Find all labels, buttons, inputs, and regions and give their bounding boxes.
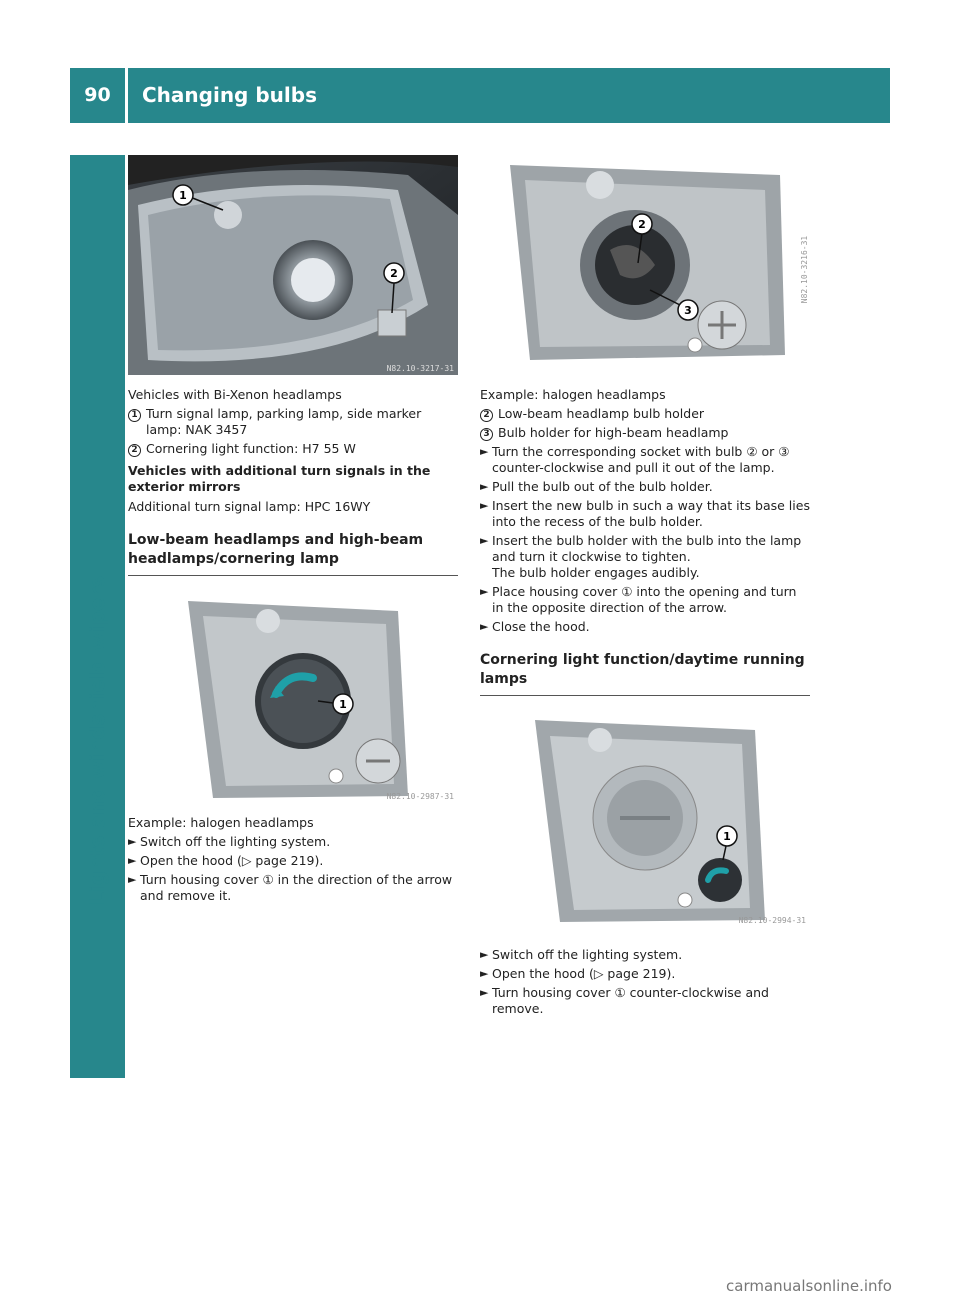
step-note: The bulb holder engages audibly. <box>492 565 700 580</box>
legend-item <box>480 425 810 441</box>
step-arrow-icon: ► <box>480 499 489 512</box>
paragraph: Additional turn signal lamp: HPC 16WY <box>128 499 371 514</box>
legend-text: Cornering light function: H7 55 W <box>146 441 356 456</box>
side-tab-label: Lights and windshield wipers <box>85 575 109 905</box>
watermark: carmanualsonline.info <box>726 1277 892 1295</box>
callout-number: 2 <box>480 409 493 422</box>
step-arrow-icon: ► <box>128 835 137 848</box>
image-caption: Vehicles with Bi-Xenon headlamps <box>128 387 342 402</box>
svg-text:1: 1 <box>339 698 347 711</box>
headlamp-cornering-illustration <box>480 708 810 933</box>
step-arrow-icon: ► <box>480 445 489 458</box>
header-divider <box>125 68 128 123</box>
callout-number: 2 <box>128 444 141 457</box>
legend-text: Low-beam headlamp bulb holder <box>498 406 705 421</box>
instruction-step: ► Turn housing cover ① in the direction of the arrow and remove it. <box>128 872 453 903</box>
svg-text:1: 1 <box>179 189 187 202</box>
legend-item <box>128 441 458 457</box>
legend-item <box>480 406 810 422</box>
image-caption: Example: halogen headlamps <box>128 815 314 830</box>
svg-text:2: 2 <box>638 218 646 231</box>
instruction-step: ► Turn housing cover ① counter-clockwise and remove. <box>480 985 769 1016</box>
step-arrow-icon: ► <box>480 986 489 999</box>
callout-number: 3 <box>480 428 493 441</box>
page-number: 90 <box>84 84 111 106</box>
subheading: Vehicles with additional turn signals in the exterior mirrors <box>128 463 431 494</box>
callout-number: 1 <box>128 409 141 422</box>
image-ref-code: N82.10-3217-31 <box>386 364 454 373</box>
instruction-step: ► Insert the new bulb in such a way that its base lies into the recess of the bulb holder. <box>480 498 810 529</box>
instruction-step: ► Pull the bulb out of the bulb holder. <box>480 479 713 494</box>
instruction-step: ► Place housing cover ① into the opening and turn in the opposite direction of the arrow. <box>480 584 797 615</box>
legend-item <box>128 406 458 438</box>
left-column <box>128 387 458 907</box>
instruction-step: ► Switch off the lighting system. <box>128 834 331 849</box>
step-arrow-icon: ► <box>480 620 489 633</box>
step-arrow-icon: ► <box>480 534 489 547</box>
photo-bixenon-headlamp <box>128 155 458 375</box>
legend-text: Bulb holder for high-beam headlamp <box>498 425 729 440</box>
image-ref-code: N82.10-3216-31 <box>799 235 809 304</box>
image-caption: Example: halogen headlamps <box>480 387 666 402</box>
instruction-step: ► Open the hood (▷ page 219). <box>128 853 324 868</box>
instruction-step: ► Switch off the lighting system. <box>480 947 683 962</box>
step-arrow-icon: ► <box>480 480 489 493</box>
section-heading: Cornering light function/daytime running lamps <box>480 651 810 696</box>
headlamp-cover-illustration <box>128 586 458 809</box>
image-ref-code: N82.10-2987-31 <box>386 792 454 801</box>
instruction-step: ► Close the hood. <box>480 619 590 634</box>
step-arrow-icon: ► <box>128 854 137 867</box>
svg-text:2: 2 <box>390 267 398 280</box>
instruction-step: ► Insert the bulb holder with the bulb into the lamp and turn it clockwise to tighten. <box>480 533 802 564</box>
svg-text:3: 3 <box>684 304 692 317</box>
step-arrow-icon: ► <box>480 967 489 980</box>
step-arrow-icon: ► <box>480 948 489 961</box>
section-heading: Low-beam headlamps and high-beam headlamps/cornering lamp <box>128 531 458 576</box>
image-ref-code: N82.10-2994-31 <box>738 916 806 925</box>
instruction-step: ► Open the hood (▷ page 219). <box>480 966 676 981</box>
step-arrow-icon: ► <box>128 873 137 886</box>
step-arrow-icon: ► <box>480 585 489 598</box>
headlamp-rear-illustration <box>480 155 810 375</box>
right-column <box>480 387 810 1020</box>
photo-halogen-cover <box>128 586 458 809</box>
headlamp-illustration <box>128 155 458 375</box>
photo-cornering-cover <box>480 708 810 933</box>
page-title: Changing bulbs <box>142 83 317 107</box>
photo-halogen-rear-open <box>480 155 810 375</box>
svg-text:1: 1 <box>723 830 731 843</box>
legend-text: Turn signal lamp, parking lamp, side marker lamp: NAK 3457 <box>146 406 422 437</box>
instruction-step: ► Turn the corresponding socket with bulb ② or ③ counter-clockwise and pull it out of the lamp. <box>480 444 790 475</box>
